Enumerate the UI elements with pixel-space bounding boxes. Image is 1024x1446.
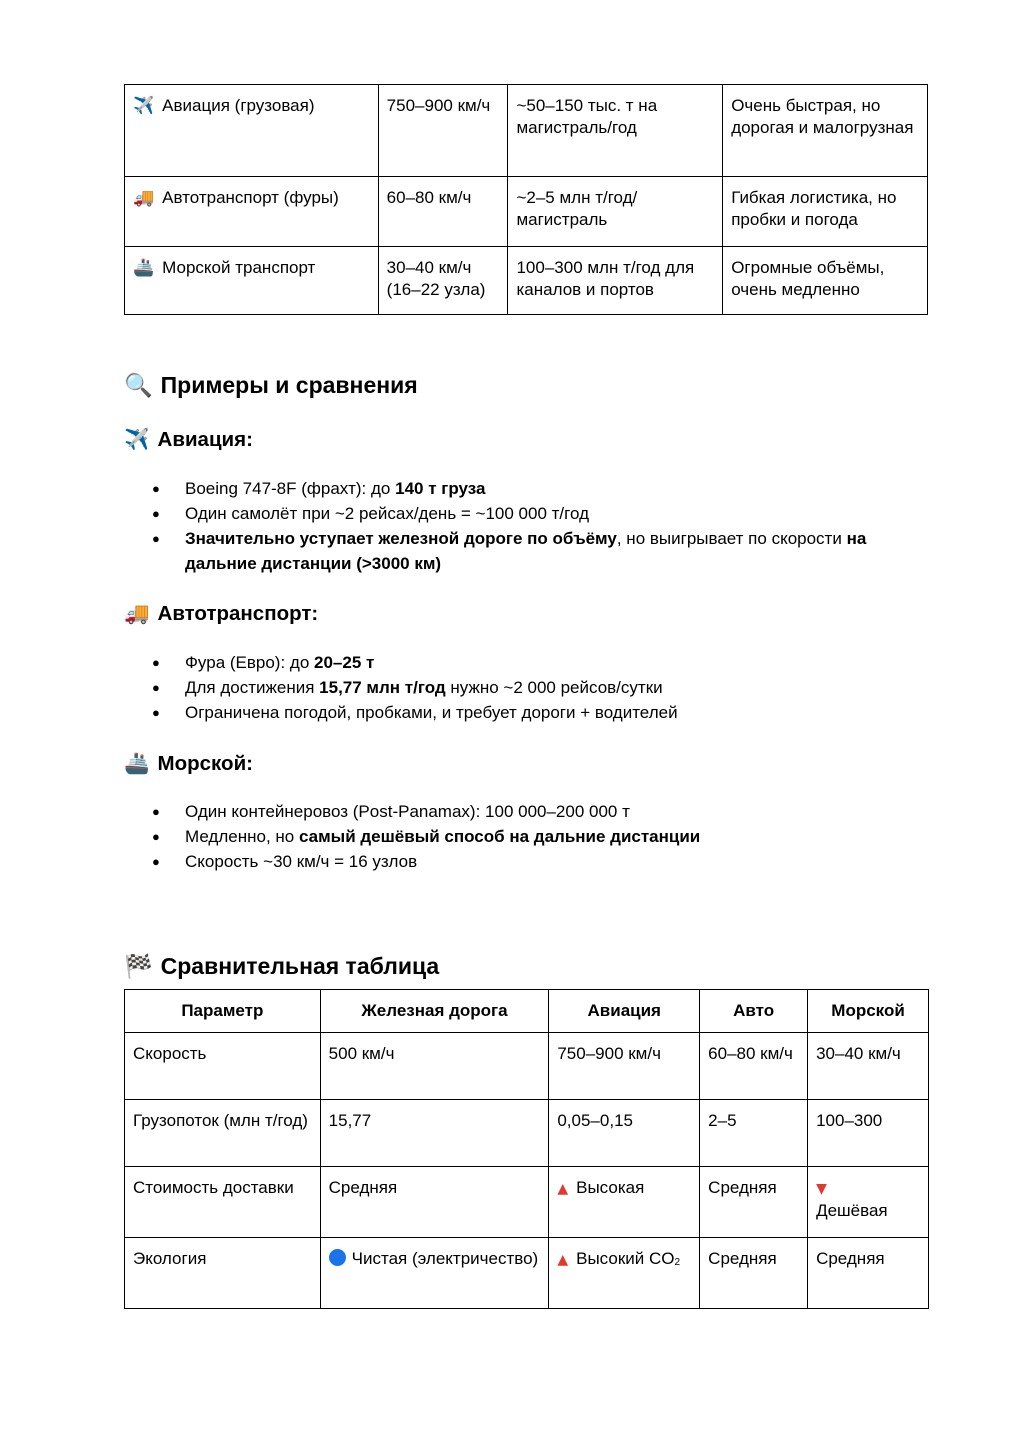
list-item: ● Один контейнеровоз (Post-Panamax): 100 000–200 000 т [150, 799, 940, 824]
table-cell: Средняя [320, 1167, 549, 1238]
table-cell: Средняя [700, 1238, 808, 1309]
table-cell: 100–300 [808, 1100, 929, 1167]
subheading-auto: 🚚 Автотранспорт: [124, 601, 319, 625]
table-cell: ▼ Дешёвая [808, 1167, 929, 1238]
truck-icon: 🚚 [124, 601, 150, 625]
airplane-icon: ✈️ [133, 96, 155, 116]
aviation-list [150, 476, 940, 576]
table-cell: ✈️ Авиация (грузовая) [125, 85, 379, 177]
table-row [125, 177, 928, 247]
table-cell: 750–900 км/ч [378, 85, 508, 177]
table-cell: Очень быстрая, но дорогая и малогрузная [723, 85, 928, 177]
blue-circle-icon [329, 1249, 346, 1266]
table-cell: 2–5 [700, 1100, 808, 1167]
table-cell: 750–900 км/ч [549, 1033, 700, 1100]
sea-list [150, 799, 940, 874]
table-cell: 30–40 км/ч [808, 1033, 929, 1100]
table-cell: ▲ Высокий $CO_2$ [549, 1238, 700, 1309]
ship-icon: 🚢 [133, 258, 155, 278]
list-item: ● Для достижения 15,77 млн т/год нужно ~2 000 рейсов/сутки [150, 675, 940, 700]
table-cell: Средняя [808, 1238, 929, 1309]
comparison-table [124, 989, 929, 1309]
table-cell: 100–300 млн т/год для каналов и портов [508, 247, 723, 315]
table-cell: 🚢 Морской транспорт [125, 247, 379, 315]
column-header: Морской [808, 990, 929, 1033]
table-cell: Гибкая логистика, но пробки и погода [723, 177, 928, 247]
checkered-flag-icon: 🏁 [124, 954, 153, 980]
column-header: Железная дорога [320, 990, 549, 1033]
table-cell: Экология [125, 1238, 321, 1309]
section-heading-examples: 🔍 Примеры и сравнения [124, 372, 418, 399]
table-cell: Огромные объёмы, очень медленно [723, 247, 928, 315]
red-triangle-up-icon: ▲ [557, 1252, 569, 1268]
red-triangle-down-icon: ▼ [816, 1181, 827, 1197]
table-cell: 15,77 [320, 1100, 549, 1167]
table-row [125, 1100, 929, 1167]
table-row [125, 1033, 929, 1100]
truck-icon: 🚚 [133, 188, 155, 208]
table-cell: Скорость [125, 1033, 321, 1100]
subheading-aviation: ✈️ Авиация: [124, 427, 253, 451]
column-header: Авиация [549, 990, 700, 1033]
table-row [125, 1167, 929, 1238]
list-item: ● Ограничена погодой, пробками, и требует дороги + водителей [150, 700, 940, 725]
table-cell: ~50–150 тыс. т на магистраль/год [508, 85, 723, 177]
list-item: ● Значительно уступает железной дороге по объёму, но выигрывает по скорости на дальние дистанции (>3000 км) [150, 526, 940, 576]
section-heading-comparison: 🏁 Сравнительная таблица [124, 953, 440, 980]
table-row [125, 85, 928, 177]
list-item: ● Фура (Евро): до 20–25 т [150, 650, 940, 675]
list-item: ● Один самолёт при ~2 рейсах/день = ~100 000 т/год [150, 501, 940, 526]
table-cell: Грузопоток (млн т/год) [125, 1100, 321, 1167]
table-cell: 500 км/ч [320, 1033, 549, 1100]
airplane-icon: ✈️ [124, 427, 150, 451]
table-cell: ~2–5 млн т/год/магистраль [508, 177, 723, 247]
list-item: ● Медленно, но самый дешёвый способ на дальние дистанции [150, 824, 940, 849]
table-row [125, 247, 928, 315]
list-item: ● Boeing 747-8F (фрахт): до 140 т груза [150, 476, 940, 501]
table-cell: 🚚 Автотранспорт (фуры) [125, 177, 379, 247]
column-header: Авто [700, 990, 808, 1033]
table-cell: Средняя [700, 1167, 808, 1238]
magnifier-icon: 🔍 [124, 373, 153, 399]
table-header-row [125, 990, 929, 1033]
table-cell: Стоимость доставки [125, 1167, 321, 1238]
list-item: ● Скорость ~30 км/ч = 16 узлов [150, 849, 940, 874]
table-cell: 0,05–0,15 [549, 1100, 700, 1167]
red-triangle-up-icon: ▲ [557, 1181, 569, 1197]
table-row [125, 1238, 929, 1309]
table-cell: 60–80 км/ч [700, 1033, 808, 1100]
column-header: Параметр [125, 990, 321, 1033]
table-cell: 30–40 км/ч (16–22 узла) [378, 247, 508, 315]
ship-icon: 🚢 [124, 751, 150, 775]
table-cell: ▲ Высокая [549, 1167, 700, 1238]
table-cell: 60–80 км/ч [378, 177, 508, 247]
table-cell: Чистая (электричество) [320, 1238, 549, 1309]
subheading-sea: 🚢 Морской: [124, 751, 253, 775]
transport-table [124, 84, 928, 315]
auto-list [150, 650, 940, 725]
